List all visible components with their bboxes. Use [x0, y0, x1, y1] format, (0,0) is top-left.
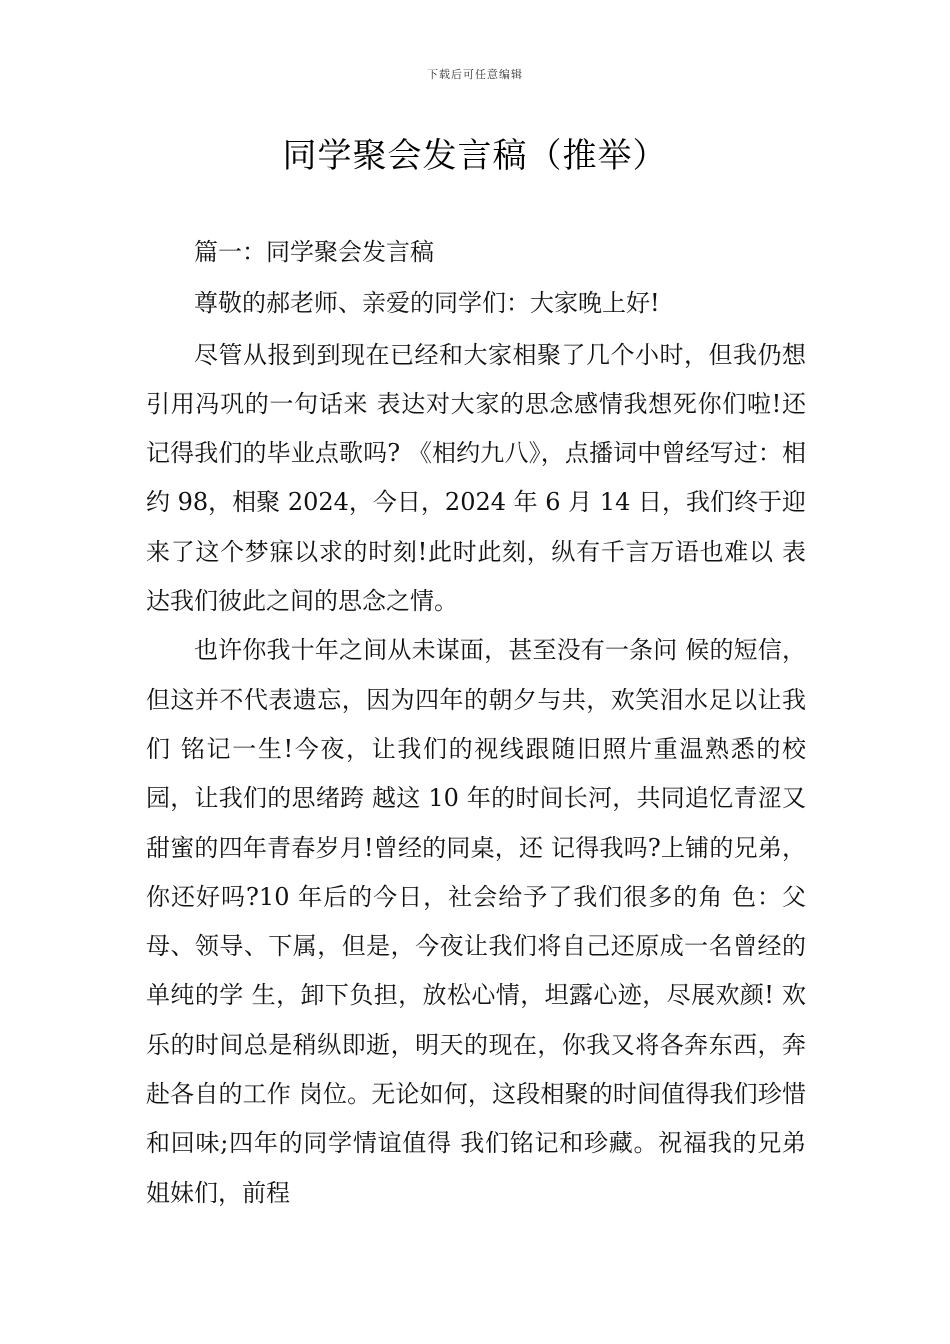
- paragraph: 尽管从报到到现在已经和大家相聚了几个小时，但我仍想引用冯巩的一句话来 表达对大家的思念感情我想死你们啦!还记得我们的毕业点歌吗? 《相约九八》，点播词中曾经写过：相约 98，相聚 2024，今日，2024 年 6 月 14 日，我们终于迎来了这个梦寐以求的时刻!此时此刻，纵有千言万语也难以 表达我们彼此之间的思念之情。: [146, 340, 806, 616]
- document-body: [146, 228, 806, 1218]
- greeting-line: 尊敬的郝老师、亲爱的同学们：大家晚上好!: [194, 289, 660, 318]
- document-title: 同学聚会发言稿（推举）: [282, 136, 668, 176]
- section-heading: 篇一：同学聚会发言稿: [194, 238, 434, 266]
- paragraph: 也许你我十年之间从未谋面，甚至没有一条问 候的短信，但这并不代表遗忘，因为四年的朝夕与共，欢笑泪水足以让我们 铭记一生!今夜，让我们的视线跟随旧照片重温熟悉的校园，让我们的思绪跨 越这 10 年的时间长河，共同追忆青涩又甜蜜的四年青春岁月!曾经的同桌，还 记得我吗?上铺的兄弟，你还好吗?10 年后的今日，社会给予了我们很多的角 色：父母、领导、下属，但是，今夜让我们将自己还原成一名曾经的单纯的学 生，卸下负担，放松心情，坦露心迹，尽展欢颜! 欢乐的时间总是稍纵即逝，明天的现在，你我又将各奔东西，奔赴各自的工作 岗位。无论如何，这段相聚的时间值得我们珍惜和回味;四年的同学情谊值得 我们铭记和珍藏。祝福我的兄弟姐妹们，前程: [146, 636, 806, 1207]
- header-note: 下载后可任意编辑: [427, 68, 523, 81]
